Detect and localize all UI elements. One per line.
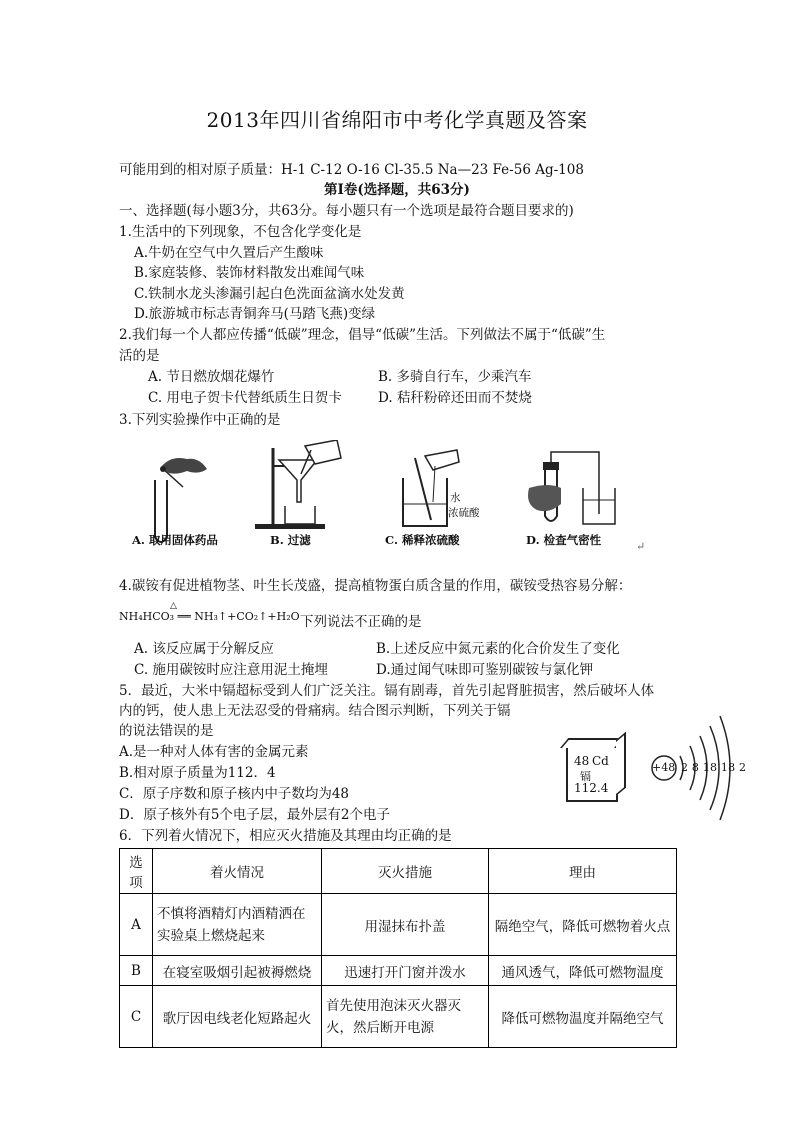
table-header-row <box>120 849 677 894</box>
row-c-measure: 首先使用泡沫灭火器灭火，然后断开电源 <box>322 986 489 1048</box>
q1-option-a: A.牛奶在空气中久置后产生酸味 <box>134 245 324 261</box>
header-reason: 理由 <box>489 849 677 894</box>
q5-stem-line1: 5．最近，大米中镉超标受到人们广泛关注。镉有剧毒，首先引起肾脏损害，然后破坏人体 <box>119 683 655 699</box>
q5-option-a: A.是一种对人体有害的金属元素 <box>119 744 309 760</box>
element-mass: 112.4 <box>574 781 609 795</box>
row-c-option: C <box>120 986 153 1048</box>
q5-option-d: D．原子核外有5个电子层，最外层有2个电子 <box>119 807 391 823</box>
figure-b-caption: B. 过滤 <box>270 533 311 547</box>
table-row <box>120 894 677 956</box>
figure-filtration <box>245 440 355 535</box>
q6-stem: 6．下列着火情况下，相应灭火措施及其理由均正确的是 <box>119 828 452 844</box>
row-a-reason: 隔绝空气，降低可燃物着火点 <box>489 894 677 956</box>
q5-option-b: B.相对原子质量为112．4 <box>119 765 276 781</box>
section-intro: 一、选择题(每小题3分，共63分。每小题只有一个选项是最符合题目要求的) <box>119 203 574 219</box>
nucleus-charge: +48 <box>652 761 676 774</box>
element-name: 镉 <box>580 770 591 783</box>
q4-option-a: A. 该反应属于分解反应 <box>134 641 274 657</box>
q5-stem-line3: 的说法错误的是 <box>119 723 214 739</box>
element-number: 48 <box>574 754 590 768</box>
electron-shells: 2 8 18 18 2 <box>681 761 747 774</box>
row-b-situation: 在寝室吸烟引起被褥燃烧 <box>153 956 322 986</box>
section-header: 第Ⅰ卷(选择题，共63分) <box>324 182 470 198</box>
row-b-measure: 迅速打开门窗并泼水 <box>322 956 489 986</box>
q2-stem-line1: 2.我们每一个人都应传播“低碳”理念，倡导“低碳”生活。下列做法不属于“低碳”生 <box>119 327 606 343</box>
q1-option-d: D.旅游城市标志青铜奔马(马踏飞燕)变绿 <box>134 306 376 322</box>
row-a-measure: 用湿抹布扑盖 <box>322 894 489 956</box>
q2-option-d: D. 秸秆粉碎还田而不焚烧 <box>378 390 532 406</box>
row-b-reason: 通风透气，降低可燃物温度 <box>489 956 677 986</box>
q4-after-equation: 下列说法不正确的是 <box>300 614 422 630</box>
row-c-situation: 歌厅因电线老化短路起火 <box>153 986 322 1048</box>
figure-airtightness <box>515 448 625 533</box>
figure-a-caption: A. 取用固体药品 <box>132 533 218 547</box>
figure-d-caption: D. 检查气密性 <box>526 533 602 547</box>
figure-c-caption: C. 稀释浓硫酸 <box>385 533 460 547</box>
q4-option-d: D.通过闻气味即可鉴别碳铵与氯化钾 <box>376 662 594 678</box>
label-water: 水 <box>450 492 461 504</box>
row-a-situation: 不慎将酒精灯内酒精洒在实验桌上燃烧起来 <box>153 894 322 956</box>
q4-equation: NH₄HCO₃ ══ NH₃↑+CO₂↑+H₂O <box>119 610 300 623</box>
q2-option-a: A. 节日燃放烟花爆竹 <box>148 369 275 385</box>
q5-stem-line2: 内的钙，使人患上无法忍受的骨痛病。结合图示判断，下列关于镉 <box>119 703 511 719</box>
q3-stem: 3.下列实验操作中正确的是 <box>119 412 281 428</box>
q4-option-b: B.上述反应中氮元素的化合价发生了变化 <box>376 641 620 657</box>
q4-stem: 4.碳铵有促进植物茎、叶生长茂盛，提高植物蛋白质含量的作用，碳铵受热容易分解： <box>119 578 632 594</box>
row-a-option: A <box>120 894 153 956</box>
header-measure: 灭火措施 <box>322 849 489 894</box>
q4-option-c: C. 施用碳铵时应注意用泥土掩埋 <box>134 662 328 678</box>
fire-table <box>119 848 677 1048</box>
table-row <box>120 986 677 1048</box>
q2-option-b: B. 多骑自行车，少乘汽车 <box>378 369 532 385</box>
element-symbol: Cd <box>592 754 609 768</box>
paragraph-mark-icon: ↵ <box>636 540 646 553</box>
header-situation: 着火情况 <box>153 849 322 894</box>
row-b-option: B <box>120 956 153 986</box>
q2-option-c: C. 用电子贺卡代替纸质生日贺卡 <box>148 390 342 406</box>
header-option: 选项 <box>120 849 153 894</box>
atomic-mass-line: 可能用到的相对原子质量：H-1 C-12 O-16 Cl-35.5 Na—23 Fe-56 Ag-108 <box>119 162 584 178</box>
heat-triangle-icon: △ <box>170 601 177 611</box>
q2-stem-line2: 活的是 <box>119 348 160 364</box>
q1-option-c: C.铁制水龙头渗漏引起白色洗面盆滴水处发黄 <box>134 286 405 302</box>
figure-dilute-acid <box>385 448 495 533</box>
q1-stem: 1.生活中的下列现象，不包含化学变化是 <box>119 224 362 240</box>
table-row <box>120 956 677 986</box>
q1-option-b: B.家庭装修、装饰材料散发出难闻气味 <box>134 265 365 281</box>
element-card-cadmium <box>566 746 618 802</box>
page-title: 2013年四川省绵阳市中考化学真题及答案 <box>206 108 588 132</box>
row-c-reason: 降低可燃物温度并隔绝空气 <box>489 986 677 1048</box>
q5-option-c: C．原子序数和原子核内中子数均为48 <box>119 786 350 802</box>
label-acid: 浓硫酸 <box>448 507 480 519</box>
